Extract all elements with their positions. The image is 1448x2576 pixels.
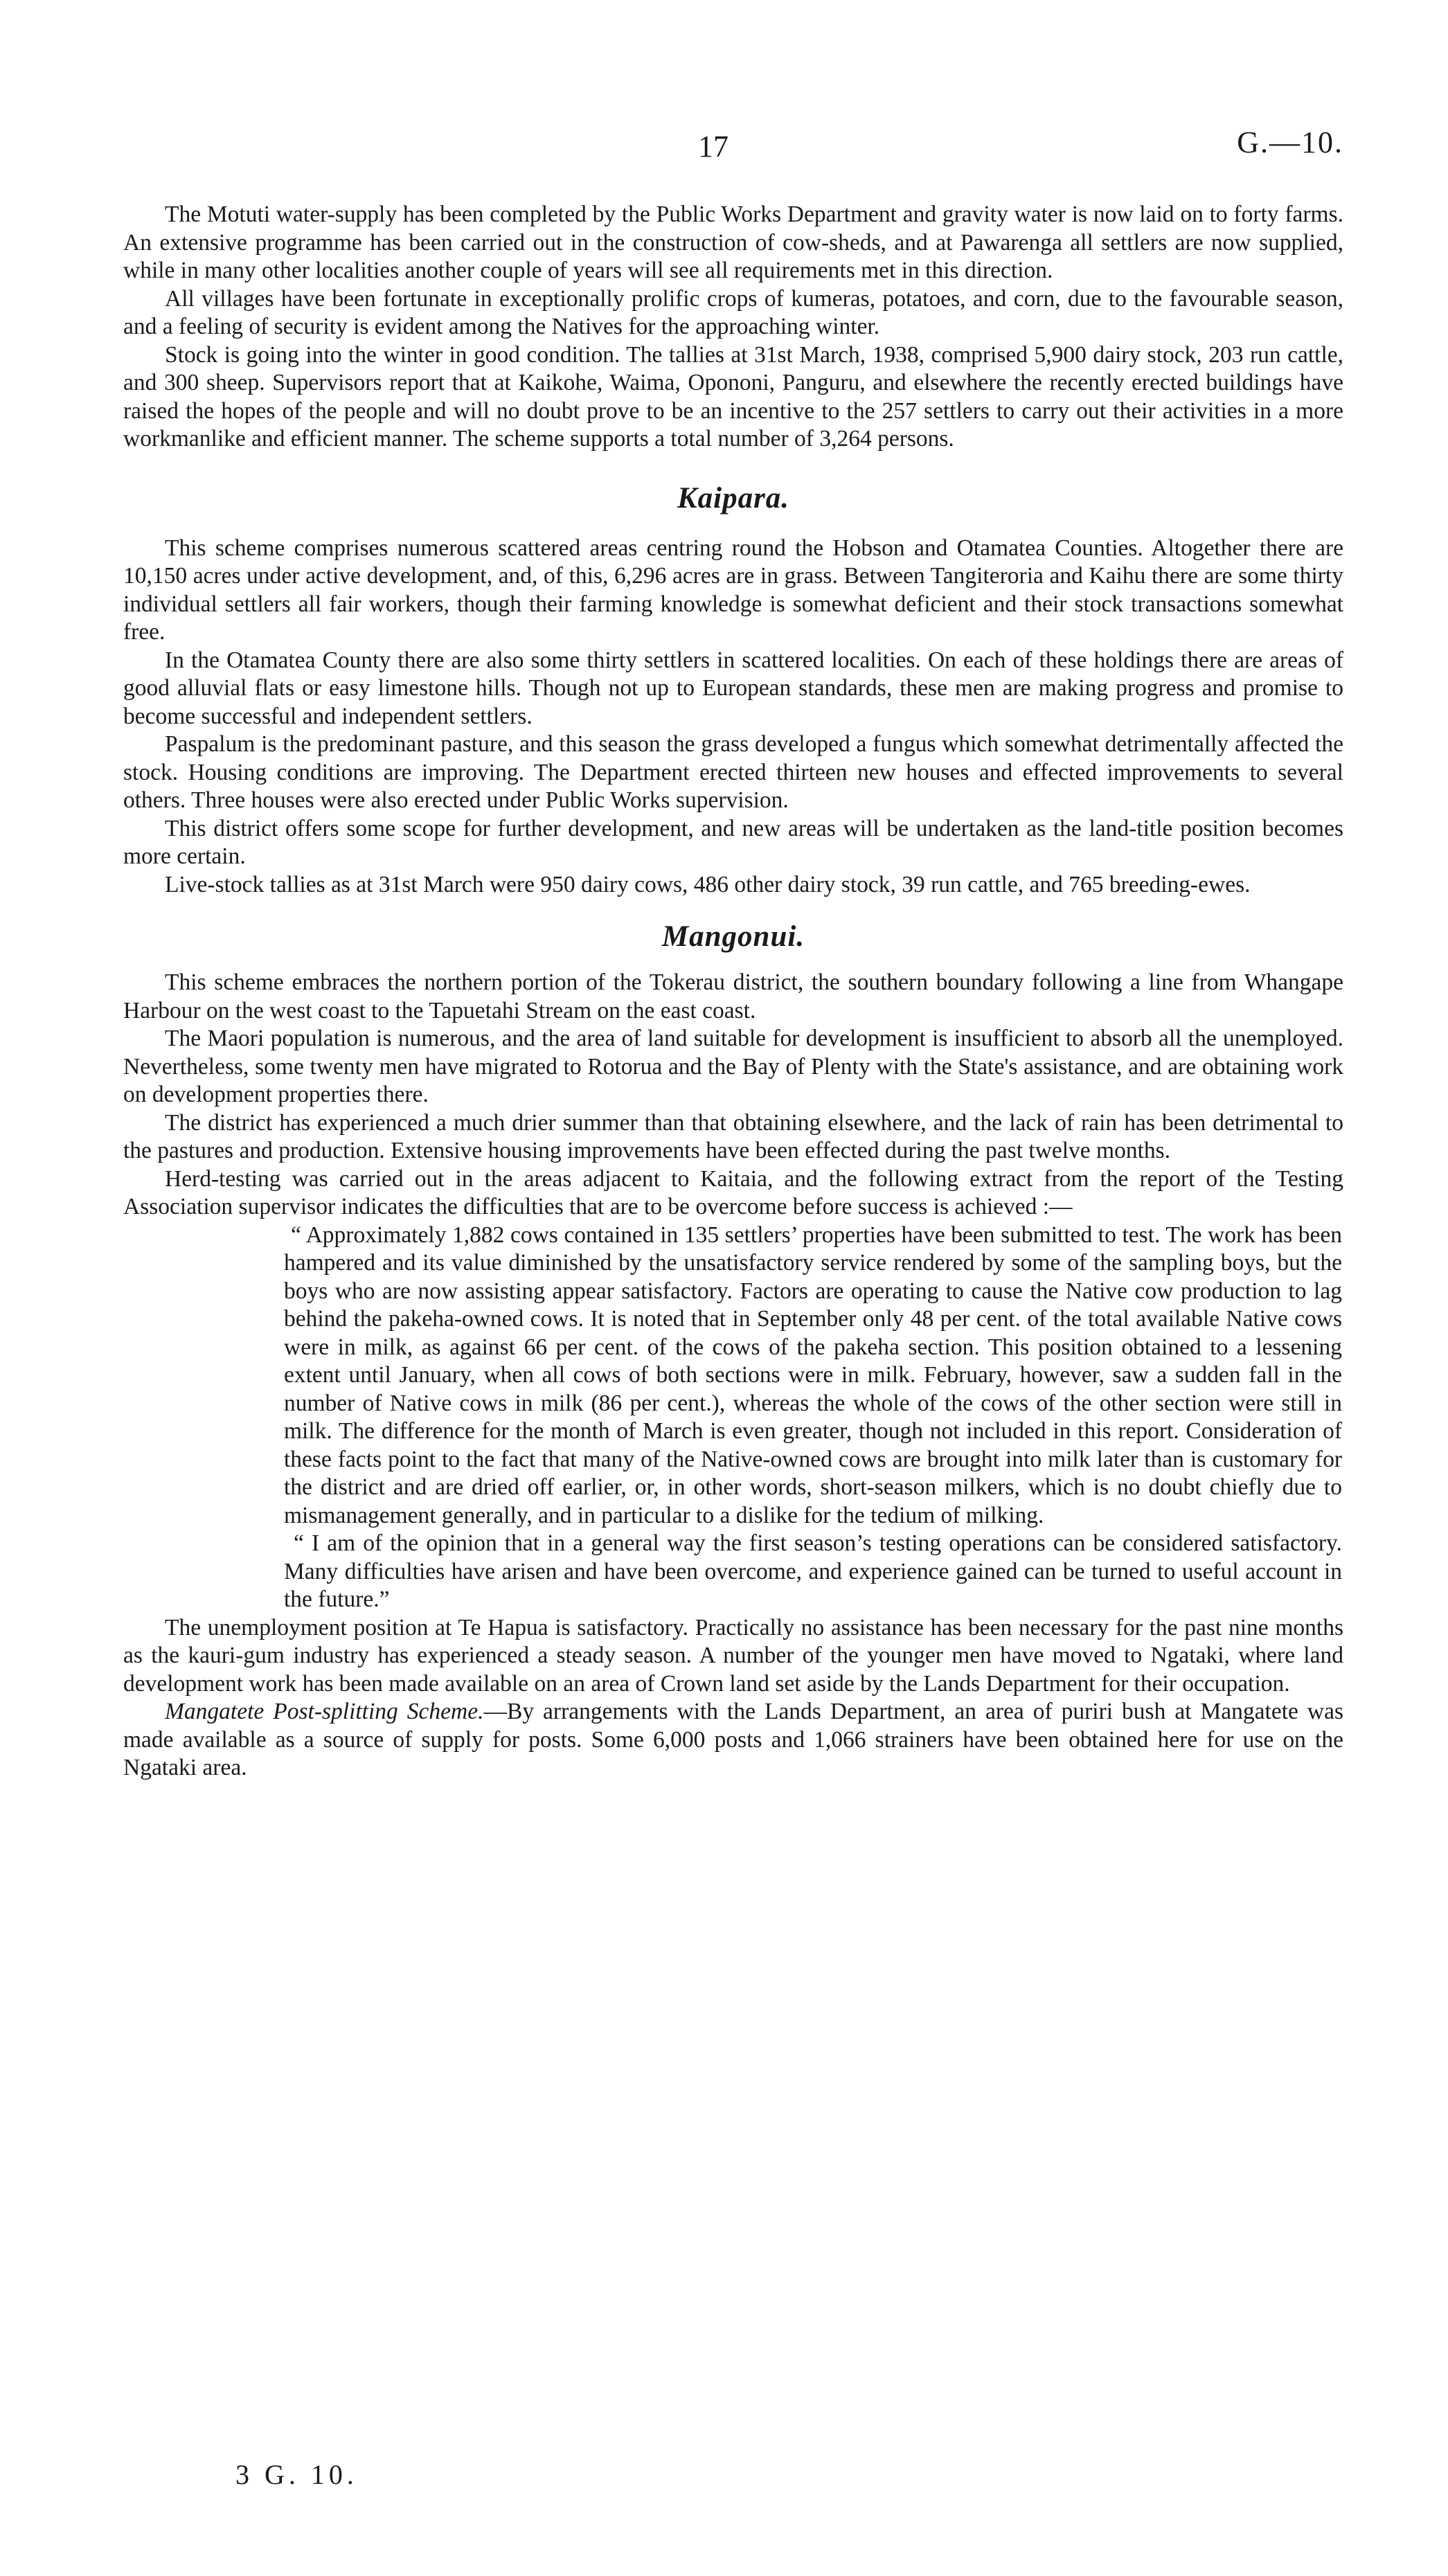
report-extract-quote xyxy=(123,1222,1343,1614)
document-series: G.—10. xyxy=(1237,125,1343,159)
page-header xyxy=(123,125,1343,173)
quote-paragraph: “ Approximately 1,882 cows contained in 135 settlers’ properties have been submitted to test. The work has been hampered and its value diminished by the unsatisfactory service rendered by some of the sampling boys, but the boys who are now assisting appear satisfactory. Factors are operating to cause the Native cow production to lag behind the pakeha-owned cows. It is noted that in September only 48 per cent. of the total available Native cows were in milk, as against 66 per cent. of the cows of the pakeha section. This position obtained to a lessening extent until January, when all cows of both sections were in milk. February, however, saw a sudden fall in the number of Native cows in milk (86 per cent.), whereas the whole of the cows of the other section were still in milk. The difference for the month of March is even greater, though not included in this report. Consideration of these facts point to the fact that many of the Native-owned cows are brought into milk later than is customary for the district and are dried off earlier, or, in other words, short-season milkers, which is no doubt chiefly due to mismanagement generally, and in particular to a dislike for the tedium of milking. xyxy=(284,1222,1342,1528)
paragraph: In the Otamatea County there are also some thirty settlers in scattered localities. On each of these holdings there are areas of good alluvial flats or easy limestone hills. Though not up to European standards, these men are making progress and promise to become successful and independent settlers. xyxy=(123,647,1343,729)
document-page xyxy=(123,125,1343,1782)
paragraph: The district has experienced a much drier summer than that obtaining elsewhere, and the lack of rain has been detrimental to the pastures and production. Extensive housing improvements have been effected during the past twelve months. xyxy=(123,1109,1343,1163)
paragraph: This scheme embraces the northern portion of the Tokerau district, the southern boundary following a line from Whangape Harbour on the west coast to the Tapuetahi Stream on the east coast. xyxy=(123,969,1343,1023)
paragraph: This district offers some scope for further development, and new areas will be undertaken as the land-title position becomes more certain. xyxy=(123,815,1343,869)
section-heading-mangonui: Mangonui. xyxy=(661,920,805,953)
paragraph: This scheme comprises numerous scattered areas centring round the Hobson and Otamatea Counties. Altogether there are 10,150 acres under active development, and, of this, 6,296 acres are in grass. Between Tangiteroria and Kaihu there are some thirty individual settlers all fair workers, though their farming knowledge is somewhat deficient and their stock transactions somewhat free. xyxy=(123,535,1343,645)
paragraph-post-splitting xyxy=(123,1698,1343,1782)
paragraph: All villages have been fortunate in exceptionally prolific crops of kumeras, potatoes, and corn, due to the favourable season, and a feeling of security is evident among the Natives for the approaching winter. xyxy=(123,285,1343,339)
intro-section xyxy=(123,201,1343,454)
paragraph: The unemployment position at Te Hapua is satisfactory. Practically no assistance has been necessary for the past nine months as the kauri-gum industry has experienced a steady season. A number of the younger men have moved to Ngataki, where land development work has been made available on an area of Crown land set aside by the Lands Department for their occupation. xyxy=(123,1614,1343,1697)
italic-subheading: Mangatete Post-splitting Scheme. xyxy=(165,1699,484,1724)
page-footer-signature: 3 G. 10. xyxy=(235,2459,358,2490)
paragraph: The Motuti water-supply has been completed by the Public Works Department and gravity water is now laid on to forty farms. An extensive programme has been carried out in the construction of cow-sheds, and at Pawarenga all settlers are now supplied, while in many other localities another couple of years will see all requirements met in this direction. xyxy=(123,202,1343,283)
section-heading-kaipara: Kaipara. xyxy=(677,481,790,515)
paragraph: Live-stock tallies as at 31st March were 950 dairy cows, 486 other dairy stock, 39 run cattle, and 765 breeding-ewes. xyxy=(165,871,1251,897)
paragraph: Herd-testing was carried out in the areas adjacent to Kaitaia, and the following extract from the report of the Testing Association supervisor indicates the difficulties that are to be overcome before success is achieved :— xyxy=(123,1165,1343,1219)
mangonui-section xyxy=(123,920,1343,1782)
paragraph: Stock is going into the winter in good condition. The tallies at 31st March, 1938, comprised 5,900 dairy stock, 203 run cattle, and 300 sheep. Supervisors report that at Kaikohe, Waima, Opononi, Panguru, and elsewhere the recently erected buildings have raised the hopes of the people and will no doubt prove to be an incentive to the 257 settlers to carry out their activities in a more workmanlike and efficient manner. The scheme supports a total number of 3,264 persons. xyxy=(123,341,1343,451)
paragraph: The Maori population is numerous, and the area of land suitable for development is insufficient to absorb all the unemployed. Nevertheless, some twenty men have migrated to Rotorua and the Bay of Plenty with the State's assistance, and are obtaining work on development properties there. xyxy=(123,1026,1343,1107)
paragraph: Paspalum is the predominant pasture, and this season the grass developed a fungus which somewhat detrimentally affected the stock. Housing conditions are improving. The Department erected thirteen new houses and effected improvements to several others. Three houses were also erected under Public Works supervision. xyxy=(123,731,1343,813)
paragraph-body: —By arrangements with the Lands Department, an area of puriri bush at Mangatete was made available as a source of supply for posts. Some 6,000 posts and 1,066 strainers have been obtained here for use on the Ngataki area. xyxy=(123,1699,1343,1780)
quote-paragraph: “ I am of the opinion that in a general way the first season’s testing operations can be considered satisfactory. Many difficulties have arisen and have been overcome, and experience gained can be turned to useful account in the future.” xyxy=(284,1530,1342,1612)
kaipara-section xyxy=(123,481,1343,900)
page-number: 17 xyxy=(698,129,729,163)
